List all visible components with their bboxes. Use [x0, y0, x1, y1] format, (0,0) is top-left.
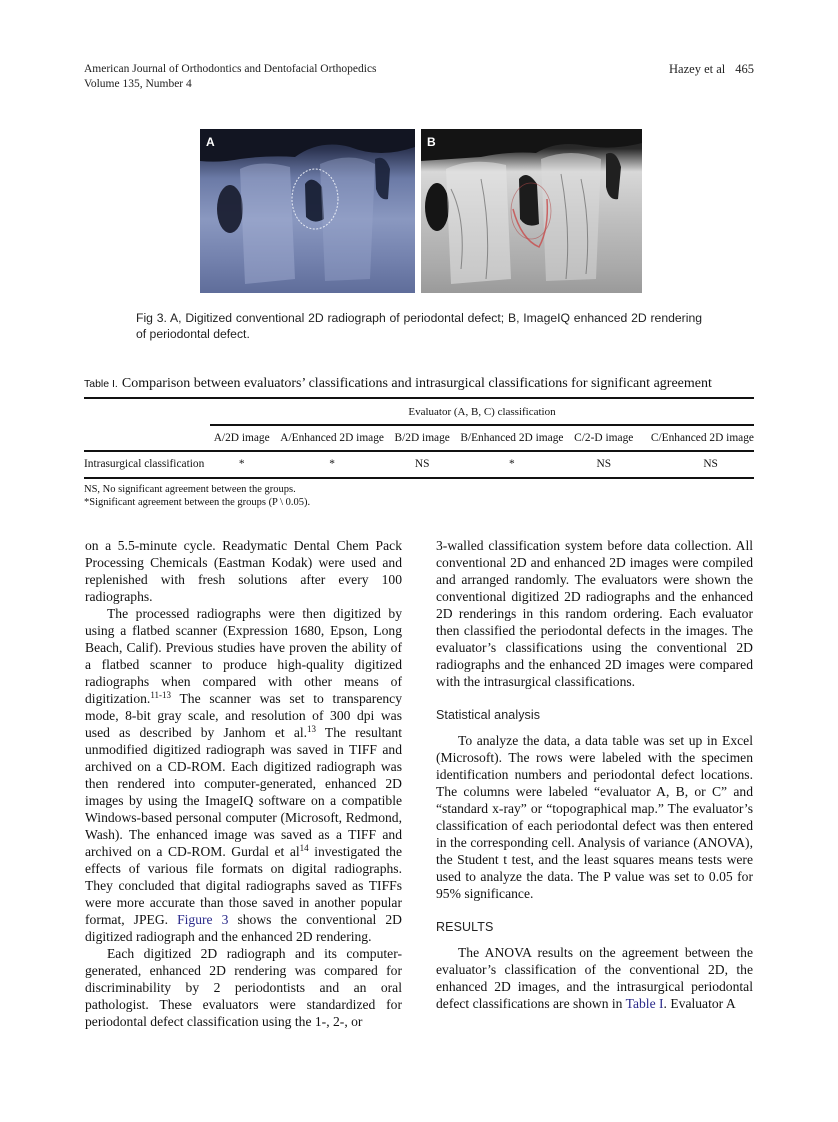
- figure-3-link[interactable]: Figure 3: [177, 912, 229, 927]
- table-bottom-rule: [84, 477, 754, 479]
- table-header-row: [84, 426, 754, 450]
- text-run: The ANOVA results on the agreement between the evaluator’s classification of the conventional 2D, the enhanced 2D images, and the intrasurgical periodontal defect classifications are shown in: [436, 945, 753, 1011]
- table-1: [84, 376, 754, 510]
- figure-caption: Fig 3. A, Digitized conventional 2D radiograph of periodontal defect; B, ImageIQ enhanced 2D rendering of periodontal defect.: [136, 311, 702, 341]
- figure-panel-b-enhanced: [421, 129, 642, 293]
- journal-info: [84, 62, 377, 92]
- table-cell: *: [238, 458, 245, 470]
- table-footnotes: [84, 483, 754, 510]
- table-group-header: Evaluator (A, B, C) classification: [408, 405, 556, 418]
- citation: 14: [299, 843, 309, 853]
- col-header: A/2D image: [213, 431, 270, 444]
- panel-b-label: B: [427, 135, 436, 149]
- author-page: [669, 62, 754, 77]
- col-header: B/2D image: [394, 431, 450, 444]
- citation: 13: [307, 724, 317, 734]
- footnote-significant: *Significant agreement between the groups (P \ 0.05).: [84, 497, 311, 508]
- text-run: . Evaluator A: [663, 996, 736, 1011]
- journal-name: American Journal of Orthodontics and Dentofacial Orthopedics: [84, 63, 377, 75]
- table-caption: Comparison between evaluators’ classifications and intrasurgical classifications for significant agreement: [121, 376, 712, 391]
- table-cell: NS: [703, 458, 718, 470]
- body-column-left: [85, 537, 402, 1030]
- body-column-right: [436, 537, 753, 1012]
- table-grid: [84, 399, 754, 479]
- paragraph: 3-walled classification system before data collection. All conventional 2D and enhanced 2D images were compiled and arranged randomly. The evaluators were shown the conventional digitized 2D radiographs and the enhanced 2D renderings in this random ordering. Each evaluator then classified the periodontal defects in the images. The evaluator’s classifications using the conventional 2D radiographs and the enhanced 2D images were compared with the intrasurgical classifications.: [436, 538, 753, 689]
- section-heading-statistical-analysis: Statistical analysis: [436, 708, 541, 722]
- col-header: C/2-D image: [574, 431, 634, 444]
- row-label: Intrasurgical classification: [84, 458, 205, 470]
- text-run: shows the conventional 2D digitized radiograph and the enhanced 2D rendering.: [85, 912, 402, 944]
- citation: 11-13: [150, 690, 171, 700]
- figure-panel-a-radiograph: [200, 129, 415, 293]
- radiograph-illustration-b: [421, 129, 642, 293]
- text-run: investigated the effects of various file formats on digital radiographs. They concluded that digital radiographs saved as TIFFs were more accurate than those saved in another popular format, JPEG.: [85, 844, 402, 927]
- paragraph: To analyze the data, a data table was set up in Excel (Microsoft). The rows were labeled with the specimen identification numbers and periodontal defect locations. The columns were labeled “evaluator A, B, or C” and “standard x-ray” or “topographical map.” The evaluator’s classification of each periodontal defect was then entered in the corresponding cell. Analysis of variance (ANOVA), the Student t test, and the least squares means tests were used to analyze the data. The P value was set to 0.05 for 95% significance.: [436, 733, 753, 901]
- journal-volume: Volume 135, Number 4: [84, 78, 192, 90]
- paragraph: [85, 605, 402, 945]
- panel-a-label: A: [206, 135, 215, 149]
- table-cell: *: [509, 458, 515, 470]
- paragraph: on a 5.5-minute cycle. Readymatic Dental Chem Pack Processing Chemicals (Eastman Kodak) were used and replenished with fresh solutions after every 100 radiographs.: [85, 538, 402, 604]
- table-label: Table I.: [84, 378, 118, 390]
- paragraph: [436, 944, 753, 1012]
- table-cell: NS: [414, 458, 430, 470]
- footnote-ns: NS, No significant agreement between the groups.: [84, 483, 296, 495]
- page-number: 465: [735, 62, 754, 76]
- text-run: The processed radiographs were then digitized by using a flatbed scanner (Expression 1680, Epson, Long Beach, Calif). Previous studies have proven the ability of a flatbed scanner to produce high-quality digitized radiographs when compared with other means of digitization.: [85, 606, 402, 706]
- table-cell: *: [329, 458, 335, 470]
- table-1-link[interactable]: Table I: [625, 996, 664, 1011]
- col-header: A/Enhanced 2D image: [280, 431, 384, 444]
- col-header: B/Enhanced 2D image: [460, 431, 564, 444]
- col-header: C/Enhanced 2D image: [650, 431, 754, 444]
- figure-3: [200, 129, 642, 293]
- table-cell: NS: [596, 458, 612, 470]
- paragraph: Each digitized 2D radiograph and its computer-generated, enhanced 2D rendering was compared for discriminability by 2 periodontists and an oral pathologist. These evaluators were standardized for periodontal defect classification using the 1-, 2-, or: [85, 946, 402, 1029]
- running-authors: Hazey et al: [669, 62, 726, 76]
- text-run: The resultant unmodified digitized radiograph was saved in TIFF and archived on a CD-ROM. Each digitized radiograph was then rendered into computer-generated, enhanced 2D images by using the ImageIQ software on a compatible Windows-based personal computer (Microsoft, Redmond, Wash). The enhanced image was saved as a TIFF and archived on a CD-ROM. Gurdal et al: [85, 725, 402, 859]
- section-heading-results: RESULTS: [436, 920, 494, 934]
- table-row: [84, 452, 754, 477]
- text-run: The scanner was set to transparency mode, 8-bit gray scale, and resolution of 300 dpi was used as described by Janhom et al.: [85, 691, 402, 740]
- radiograph-illustration-a: [200, 129, 415, 293]
- table-title: [84, 376, 754, 392]
